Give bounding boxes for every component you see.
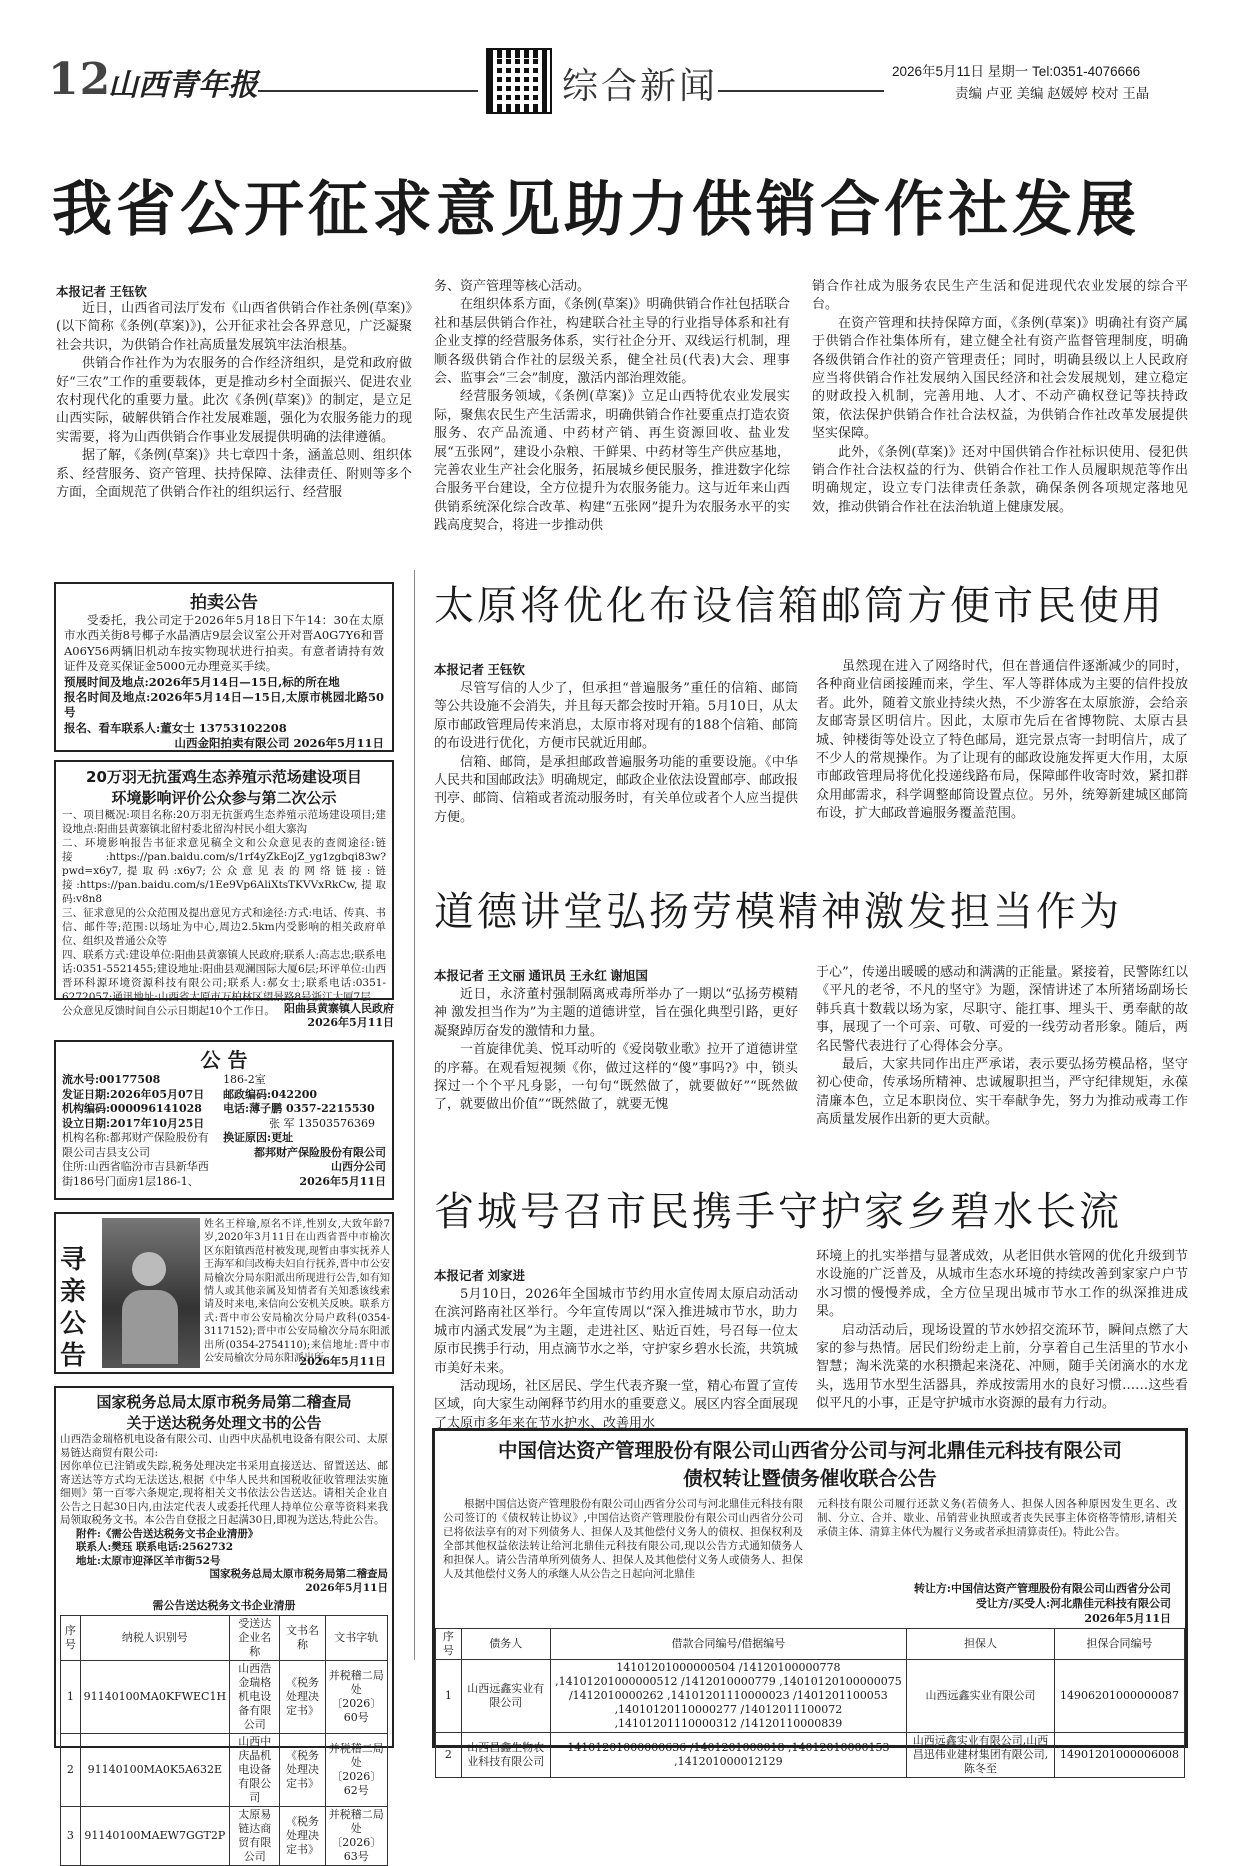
table-cell: 太原易链达商贸有限公司 [230,1807,280,1866]
debt-table [435,1628,1185,1778]
tax-notice [54,1386,394,1863]
table-header-cell: 借款合同编号/借据编号 [550,1629,906,1660]
article-title: 省城号召市民携手守护家乡碧水长流 [434,1189,1122,1235]
newspaper-logo: 山西青年报 [108,68,258,103]
license-field: 张 军 13503576369 [269,1116,376,1130]
paragraph: 务、资产管理等核心活动。 [434,279,591,294]
page-number: 12 [48,54,112,105]
article-byline: 本报记者 刘家进 [434,1269,525,1283]
table-cell: 并税稽二局处〔2026〕63号 [325,1807,387,1866]
debt-transferee: 受让方/买受人:河北鼎佳元科技有限公司 [975,1597,1171,1610]
paragraph: 环境上的扎实举措与显著成效，从老旧供水管网的优化升级到节水设施的广泛普及，从城市生态水环境的持续改善到家家户户节水习惯的慢慢养成，全方位呈现出城市节水工作的纵深推进成果。 [816,1249,1188,1320]
table-row [61,1661,388,1734]
table-header-cell: 序号 [61,1616,81,1661]
tax-table-title: 需公告送达税务文书企业清册 [152,1599,296,1612]
license-notice [54,1040,394,1200]
table-cell: 14101201000000504 /14120100000778 ,14101201000000512 /1412010000779 ,14010120100000075 /1412010000262 ,14101201110000023 /1401201100053 ,14010120110000277 /14012011100072 ,14101201110000312 /14120110000839 [550,1660,906,1733]
main-column-2 [434,278,790,550]
paragraph: 此外，《条例(草案)》还对中国供销合作社标识使用、侵犯供销合作社合法权益的行为、供销合作社工作人员履职规范等作出明确规定，设立专门法律责任条款，确保条例各项规定落地见效，推动供销合作社在法治轨道上健康发展。 [812,444,1188,515]
article-column [816,658,1188,846]
article-byline: 本报记者 王钰钦 [434,663,525,677]
license-field: 设立日期:2017年10月25日 [62,1116,205,1130]
table-header-cell: 文书字轨 [325,1616,387,1661]
missing-person-notice [54,1212,394,1374]
eia-subtitle: 环境影响评价公众参与第二次公示 [111,789,337,807]
tax-contact: 联系人:樊珏 联系电话:2562732 [76,1541,234,1553]
debt-body-right: 元科技有限公司履行还款义务(若债务人、担保人因各种原因发生更名、改制、分立、合并、歇业、吊销营业执照或者丧失民事主体资格等情形,请相关承债主体、清算主体代为履行义务或者承担清算责任)。特此公告。 [817,1498,1177,1538]
article-byline: 本报记者 王文丽 通讯员 王永红 谢旭国 [434,969,648,983]
license-field: 机构编码:000096141028 [62,1102,202,1115]
article-column [434,986,798,1150]
auction-signature: 山西金阳拍卖有限公司 2026年5月11日 [174,736,384,751]
paragraph: 5月10日，2026年全国城市节约用水宣传周太原启动活动在滨河路南社区举行。今年宣传周以“深入推进城市节水，助力城市内涵式发展”为主题，走进社区、贴近百姓，号召每一位太原市民携手行动，用点滴节水之举，守护家乡碧水长流，共筑城市美好未来。 [434,1287,799,1376]
eia-date: 2026年5月11日 [307,1016,394,1029]
article-column [816,964,1188,1150]
license-field: 都邦财产保险股份有限公司 [254,1145,386,1159]
table-cell: 山西昌鑫生物农业科技有限公司 [461,1733,550,1778]
debt-body-left: 根据中国信达资产管理股份有限公司山西省分公司与河北鼎佳元科技有限公司签订的《债权转让协议》,中国信达资产管理股份有限公司山西省分公司已将依法享有的对下列债务人、担保人及其他偿付义务人的债权、担保权利及全部其他权益依法转让给河北鼎佳元科技有限公司,现以公告方式通知债务人和担保人。请公告清单所列债务人、担保人及其他偿付义务人或债务人、担保人及其他偿付义务人的承继人从公告之日起向河北鼎佳 [443,1498,803,1580]
debt-date: 2026年5月11日 [1084,1612,1171,1625]
paragraph: 启动活动后，现场设置的节水妙招交流环节，瞬间点燃了大家的参与热情。居民们纷纷走上前，分享着自己生活里的节水小智慧；淘米洗菜的水积攒起来浇花、冲厕，随手关闭滴水的水龙头，选用节水型生活器具，养成按需用水的良好习惯……这些看似平凡的小事，正是守护城市水资源的最有力行动。 [816,1322,1188,1412]
paragraph: 销合作社成为服务农民生产生活和促进现代农业发展的综合平台。 [812,279,1188,313]
article-title: 太原将优化布设信箱邮筒方便市民使用 [434,583,1165,629]
table-row [61,1807,388,1866]
table-cell: 14906201000000087 [1055,1660,1185,1733]
table-header-cell: 受送达企业名称 [230,1616,280,1661]
date-line: 2026年5月11日 星期一 Tel:0351-4076666 [892,64,1141,79]
table-cell: 《税务处理决定书》 [280,1807,325,1866]
article-column [434,680,798,846]
eia-signer: 阳曲县黄寨镇人民政府 [284,1002,394,1015]
table-header-cell: 纳税人识别号 [80,1616,229,1661]
table-cell: 山西远鑫实业有限公司 [461,1660,550,1733]
paragraph: 尽管写信的人少了，但承担“普遍服务”重任的信箱、邮筒等公共设施不会消失，并且每天都会按时开箱。5月10日，从太原市邮政管理局传来消息，太原市将对现有的188个信箱、邮筒的布设进行优化，方便市民就近用邮。 [434,681,798,752]
paragraph: 近日，山西省司法厅发布《山西省供销合作社条例(草案)》(以下简称《条例(草案)》)，公开征求社会各界意见，广泛凝聚社会共识，为供销合作社高质量发展筑牢法治根基。 [56,301,412,353]
debt-title: 中国信达资产管理股份有限公司山西省分公司与河北鼎佳元科技有限公司 [497,1439,1122,1462]
table-cell: 1 [61,1661,81,1734]
eia-signature [200,1002,394,1030]
tax-subtitle: 关于送达税务处理文书的公告 [126,1414,322,1432]
paragraph: 虽然现在进入了网络时代，但在普通信件逐渐减少的同时，各种商业信函接踵而来，学生、军人等群体成为主要的信件投放者。此外，随着文旅业持续火热，不少游客在太原旅游，会给亲友邮寄景区明信片。因此，太原市先后在省博物院、太原古县城、钟楼街等处设立了特色邮局，逛完景点寄一封明信片，成了不少人的常规操作。为了让现有的邮政设施发挥更大作用，太原市邮政管理局将优化投递线路布局，保障邮件收寄时效，紧扣群众用邮需求，科学调整邮筒设置点位。另外，统筹新建城区邮筒布设，扩大邮政普遍服务覆盖范围。 [816,659,1188,822]
tax-title: 国家税务总局太原市税务局第二稽查局 [96,1393,352,1411]
license-field: 山西分公司 [331,1160,386,1173]
missing-person-photo [102,1218,200,1368]
table-cell: 山西远鑫实业有限公司 [907,1660,1055,1733]
table-header-cell: 文书名称 [280,1616,325,1661]
paragraph: 近日，永济董村强制隔离戒毒所举办了一期以“弘扬劳模精神 激发担当作为”为主题的道德讲堂，旨在强化典型引路，更好凝聚踔厉奋发的激情和力量。 [434,987,798,1039]
tax-body: 山西浩金瑞格机电设备有限公司、山西中庆晶机电设备有限公司、太原易链达商贸有限公司: 因你单位已注销或失踪,税务处理决定书采用直接送达、留置送达、邮寄送达等方式均无法送达,根据《中华人民共和国税收征收管理法实施细则》第一百零六条规定,现将相关文书依法公告送达。请相关企业自公告之日起30日内,由法定代表人或委托代理人持单位公章等资料来我局领取税务文书。本公告自登报之日起满30日,即视为送达,特此公告。 [60,1433,388,1526]
table-cell: 91140100MA0K5A632E [80,1734,229,1807]
debt-transfer-notice [432,1428,1188,1775]
table-cell: 91140100MAEW7GGT2P [80,1807,229,1866]
table-header-cell: 债务人 [461,1629,550,1660]
missing-body: 姓名王梓瑜,原名不详,性别女,大致年龄7岁,2020年3月11日在山西省晋中市榆次区东阳镇西范村被发现,现暂由事实抚养人王海军和闫改梅夫妇自行抚养,晋中市公安局榆次分局东阳派出所现进行公告,如有知情人或其他亲属及知情者有关知悉该线索请及时来电,来信向公安机关反映。联系方式:晋中市公安局榆次分局户政科(0354-3117152);晋中市公安局榆次分局东阳派出所(0354-2754110);来信地址:晋中市公安局榆次分局东阳派出所 [204,1219,390,1365]
license-field: 机构名称:都邦财产保险股份有限公司吉县支公司 [62,1131,209,1159]
license-field: 电话:薄子鹏 0357-2215530 [223,1102,375,1115]
license-right [223,1073,386,1189]
paragraph: 活动现场，社区居民、学生代表齐聚一堂，精心布置了宣传区域，向大家生动阐释节约用水的重要意义。展区内容全面展现了太原市多年来在节水护水、改善用水 [434,1379,799,1431]
tax-signer: 国家税务总局太原市税务局第二稽查局 [209,1568,388,1580]
license-field: 发证日期:2026年05月07日 [62,1087,205,1101]
table-cell: 14101201000000636 /1401201000018 ,14012010000153 ,141201000012129 [550,1733,906,1778]
table-row [436,1660,1185,1733]
auction-line: 预展时间及地点:2026年5月14日—15日,标的所在地 [64,674,340,689]
main-byline: 本报记者 王钰钦 [56,285,147,299]
table-cell: 1 [436,1660,462,1733]
table-cell: 《税务处理决定书》 [280,1734,325,1807]
qr-code-icon [486,48,552,114]
paragraph: 在资产管理和扶持保障方面，《条例(草案)》明确社有资产属于供销合作社集体所有，建立健全社有资产监督管理制度，明确各级供销合作社的资产管理责任；同时，明确县级以上人民政府应当将供销合作社发展纳入国民经济和社会发展规划，建立稳定的财政投入机制，完善用地、人才、不动产确权登记等扶持政策，依法保护供销合作社合法权益，为供销合作社改革发展提供坚实保障。 [812,315,1188,442]
eia-notice [54,760,394,1017]
license-field: 住所:山西省临汾市吉县新华西街186号门面房1层186-1、 [62,1160,209,1188]
license-field: 换证原因:更址 [223,1131,294,1144]
license-left [62,1073,215,1189]
main-headline: 我省公开征求意见助力供销合作社发展 [52,175,1140,245]
license-title: 公 告 [200,1048,248,1072]
editors-line: 责编 卢亚 美编 赵媛婷 校对 王晶 [955,86,1150,101]
table-header-cell: 担保合同编号 [1055,1629,1185,1660]
missing-label: 寻亲公告 [60,1245,87,1371]
missing-date: 2026年5月11日 [299,1355,386,1368]
paragraph: 经营服务领域，《条例(草案)》立足山西特优农业发展实际，聚焦农民生产生活需求，明确供销合作社要重点打造农资服务、农产品流通、中药材产销、再生资源回收、盐业发展“五张网”，建设小杂粮、干鲜果、中药材等生产供应基地，完善农业生产社会化服务，拓展城乡便民服务，推进数字化综合服务平台建设，全方位提升为农服务能力。这与近年来山西供销系统深化综合改革、构建“五张网”提升为农服务水平的实践高度契合，将进一步推动供 [434,389,790,534]
table-cell: 91140100MA0KFWEC1H [80,1661,229,1734]
paragraph: 据了解，《条例(草案)》共七章四十条，涵盖总则、组织体系、经营服务、资产管理、扶持保障、法律责任、附则等多个方面，全面规范了供销合作社的组织运行、经营服 [56,448,412,501]
license-field: 流水号:00177508 [62,1073,161,1086]
paragraph: 供销合作社作为为农服务的合作经济组织，是党和政府做好“三农”工作的重要载体，更是推动乡村全面振兴、促进农业农村现代化的重要力量。此次《条例(草案)》的制定，是立足山西实际，破解供销合作社发展难题，强化为农服务能力的现实需要，将为山西供销合作事业发展提供明确的法律遵循。 [56,356,412,445]
section-title: 综合新闻 [562,66,719,107]
paragraph: 于心”，传递出暖暖的感动和满满的正能量。紧接着，民警陈红以《平凡的老爷，不凡的坚守》为题，深情讲述了本所猪场副场长韩兵真十数载以场为家，尽职守、能扛事、埋头干、勇奉献的故事，展现了一个可亲、可敬、可爱的一线劳动者形象。随后，两名民警代表进行了心得体会分享。 [816,965,1188,1054]
auction-line: 报名、看车联系人:董女士 13753102208 [64,720,287,735]
table-header-cell: 序号 [436,1629,462,1660]
article-column [816,1248,1188,1420]
eia-body: 一、项目概况:项目名称:20万羽无抗蛋鸡生态养殖示范场建设项目;建设地点:阳曲县黄寨镇北留村委北留沟村民小组大寨沟 二、环境影响报告书征求意见稿全文和公众意见表的查阅途径:链接:https://pan.baidu.com/s/1rf4yZkEojZ_yg1zgbqi83w?pwd=x6y7,提取码:x6y7;公众意见表的网络链接:链接:https://pan.baidu.com/s/1Ee9Vp6AliXtsTKVVxRkCw,提取码:v8n8 三、征求意见的公众范围及提出意见方式和途径:方式:电话、传真、书信、邮件等;范围:以场址为中心,周边2.5km内受影响的相关政府单位、组织及普通公众等 四、联系方式:建设单位:阳曲县黄寨镇人民政府;联系人:高志忠;联系电话:0351-5521455;建设地址:阳曲县观澜国际大厦6层;环评单位:山西晋环科源环境资源科技有限公司;联系人:郝女士;联系电话:0351-6272057;通讯地址:山西省太原市万柏林区望景路8号浙江大厦7层 公众意见反馈时间自公示日期起10个工作日。 [62,809,386,1017]
eia-title: 20万羽无抗蛋鸡生态养殖示范场建设项目 [86,768,362,786]
tax-address: 地址:太原市迎泽区羊市街52号 [76,1554,221,1567]
table-cell: 并税稽二局处〔2026〕62号 [325,1734,387,1807]
table-row [61,1734,388,1807]
table-cell: 山西中庆晶机电设备有限公司 [230,1734,280,1807]
table-row [436,1733,1185,1778]
paragraph: 信箱、邮筒，是承担邮政普遍服务功能的重要设施。《中华人民共和国邮政法》明确规定，邮政企业依法设置邮亭、邮政报刊亭、邮筒、信箱或者流动服务时，有关单位或者个人应当提供方便。 [434,754,799,825]
header-rule-left [258,90,478,92]
table-cell: 2 [436,1733,462,1778]
paragraph: 一首旋律优美、悦耳动听的《爱岗敬业歌》拉开了道德讲堂的序幕。在观看短视频《你，做过这样的“傻”事吗?》中，锁头探过一个个平凡身影，一句句“既然做了，就要做好”“既然做了，就要做出价值”“既然做了，就要无愧 [434,1042,799,1113]
debt-transferor: 转让方:中国信达资产管理股份有限公司山西省分公司 [913,1582,1171,1595]
auction-body: 受委托，我公司定于2026年5月18日下午14：30在太原市水西关街8号椰子水晶酒店9层会议室公开对晋A0G7Y6和晋A06Y56两辆旧机动车按实物现状进行拍卖。有意者请持有效证件及竞买保证金5000元办理竞买手续。 [64,613,384,674]
table-cell: 14901201000006008 [1055,1733,1185,1778]
tax-date: 2026年5月11日 [305,1581,388,1594]
tax-attachment: 附件:《需公告送达税务文书企业清册》 [76,1527,259,1540]
license-field: 2026年5月11日 [299,1174,386,1188]
license-field: 邮政编码:042200 [223,1087,318,1101]
debt-subtitle: 债权转让暨债务催收联合公告 [683,1467,937,1490]
article-title: 道德讲堂弘扬劳模精神激发担当作为 [434,889,1122,935]
table-cell: 3 [61,1807,81,1866]
paragraph: 在组织体系方面，《条例(草案)》明确供销合作社包括联合社和基层供销合作社，构建联合社主导的行业指导体系和社有企业支撑的经营服务体系，实行社企分开、双线运行机制，理顺各级供销合作社的层级关系，健全社员(代表)大会、理事会、监事会“三会”制度，激活内部治理效能。 [434,297,790,387]
table-cell: 《税务处理决定书》 [280,1661,325,1734]
table-cell: 2 [61,1734,81,1807]
table-cell: 山西远鑫实业有限公司,山西昌迅伟业建材集团有限公司,陈冬至 [907,1733,1055,1778]
header-rule-right [718,90,884,92]
auction-notice [54,582,394,752]
main-column-1 [56,300,412,550]
article-column [434,1286,799,1431]
auction-line: 报名时间及地点:2026年5月14日—15日,太原市桃园北路50号 [64,690,384,720]
table-header-cell: 担保人 [907,1629,1055,1660]
table-cell: 并税稽二局处〔2026〕60号 [325,1661,387,1734]
paragraph: 最后，大家共同作出庄严承诺，表示要弘扬劳模品格，坚守初心使命，传承场所精神、忠诚履职担当，严守纪律规矩，永葆清廉本色，立足本职岗位、实干奉献争先，努力为推动戒毒工作高质量发展作出新的更大贡献。 [816,1057,1188,1128]
main-column-3 [812,278,1188,550]
table-cell: 山西浩金瑞格机电设备有限公司 [230,1661,280,1734]
auction-title: 拍卖公告 [190,593,258,613]
column-divider [414,570,415,1660]
license-field: 186-2室 [223,1073,266,1086]
tax-table [60,1615,388,1866]
